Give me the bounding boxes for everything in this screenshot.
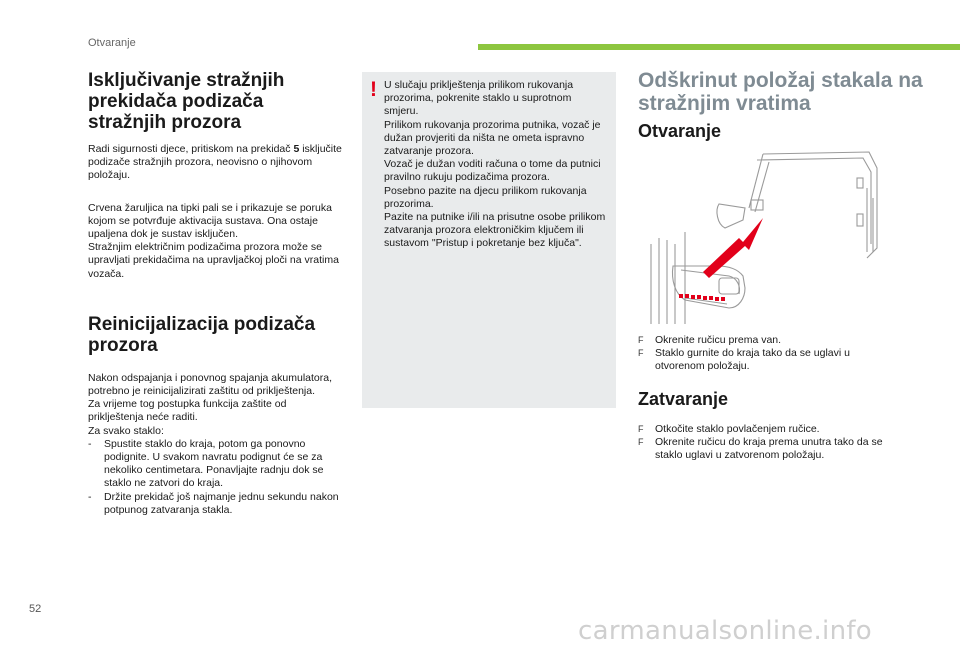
f-bullet-icon: F <box>638 437 644 448</box>
opening-step <box>638 334 888 347</box>
closing-step <box>638 436 888 462</box>
intro-paragraph <box>88 143 344 183</box>
f-bullet-icon: F <box>638 335 644 345</box>
closing-step-text: Okrenite ručicu do kraja prema unutra tako da se staklo uglavi u zatvorenom položaju. <box>655 436 883 462</box>
closing-step-text: Otkočite staklo povlačenjem ručice. <box>655 423 820 435</box>
heading-reinitialization: Reinicijalizacija podizača prozora <box>88 313 316 356</box>
heading-closing: Zatvaranje <box>638 389 729 409</box>
f-bullet-icon: F <box>638 348 644 359</box>
opening-step-text: Staklo gurnite do kraja tako da se uglavi u otvorenom položaju. <box>655 347 850 373</box>
watermark: carmanualsonline.info <box>578 616 873 646</box>
intro-text-end: isključite podizače stražnjih prozora, neovisno o njihovom položaju. <box>88 143 342 182</box>
opening-step <box>638 347 888 373</box>
window-latch-illustration <box>645 148 885 324</box>
dash-marker: - <box>88 490 92 503</box>
column-1 <box>88 70 344 517</box>
heading-opening: Otvaranje <box>638 121 722 141</box>
closing-steps <box>638 423 888 463</box>
opening-steps <box>638 334 888 374</box>
intro-text-start: Radi sigurnosti djece, pritiskom na prekidač <box>88 143 294 155</box>
indicator-paragraph: Crvena žaruljica na tipki pali se i prikazuje se poruka kojom se potvrđuje aktivacija sustava. Ona ostaje upaljena dok je sustav isključen. Stražnjim električnim podizačima prozora može se upravljati prekidačima na upravljačkoj ploči na vratima vozača. <box>88 201 339 280</box>
exclamation-mark-icon: ! <box>370 78 377 101</box>
reinit-step <box>88 438 344 491</box>
page-number: 52 <box>29 603 42 615</box>
reinit-step <box>88 491 344 517</box>
dash-marker: - <box>88 437 92 450</box>
reinit-step-text: Spustite staklo do kraja, potom ga ponovno podignite. U svakom navratu podignut će se za nekoliko centimetara. Ponavljajte radnju dok se staklo ne zatvori do kraja. <box>104 437 324 490</box>
closing-step <box>638 423 888 436</box>
reinit-paragraph: Nakon odspajanja i ponovnog spajanja akumulatora, potrebno je reinicijalizirati zaštitu od priklještenja. Za vrijeme tog postupka funkcija zaštite od priklještenja neće raditi. Za svako staklo: <box>88 371 333 437</box>
f-bullet-icon: F <box>638 424 644 434</box>
section-accent-bar <box>478 44 960 50</box>
warning-text: U slučaju priklještenja prilikom rukovanja prozorima, pokrenite staklo u suprotnom smjeru. Prilikom rukovanja prozorima putnika, vozač je dužan provjeriti da ništa ne ometa ispravno zatvaranje prozora. Vozač je dužan voditi računa o tome da putnici pravilno rukuju podizačima prozora. Posebno pazite na djecu prilikom rukovanja prozorima. Pazite na putnike i/ili na prisutne osobe prilikom zatvaranja prozora elektroničkim ključem ili sustavom "Pristup i pokretanje bez ključa". <box>384 79 606 250</box>
heading-rear-window-ajar: Odškrinut položaj stakala na stražnjim vratima <box>638 69 923 115</box>
reinit-step-text: Držite prekidač još najmanje jednu sekundu nakon potpunog zatvaranja stakla. <box>104 490 339 516</box>
switch-number: 5 <box>293 143 300 155</box>
opening-step-text: Okrenite ručicu prema van. <box>655 334 782 346</box>
heading-disable-rear-switches: Isključivanje stražnjih prekidača podizača stražnjih prozora <box>88 70 285 133</box>
section-label: Otvaranje <box>88 37 136 49</box>
